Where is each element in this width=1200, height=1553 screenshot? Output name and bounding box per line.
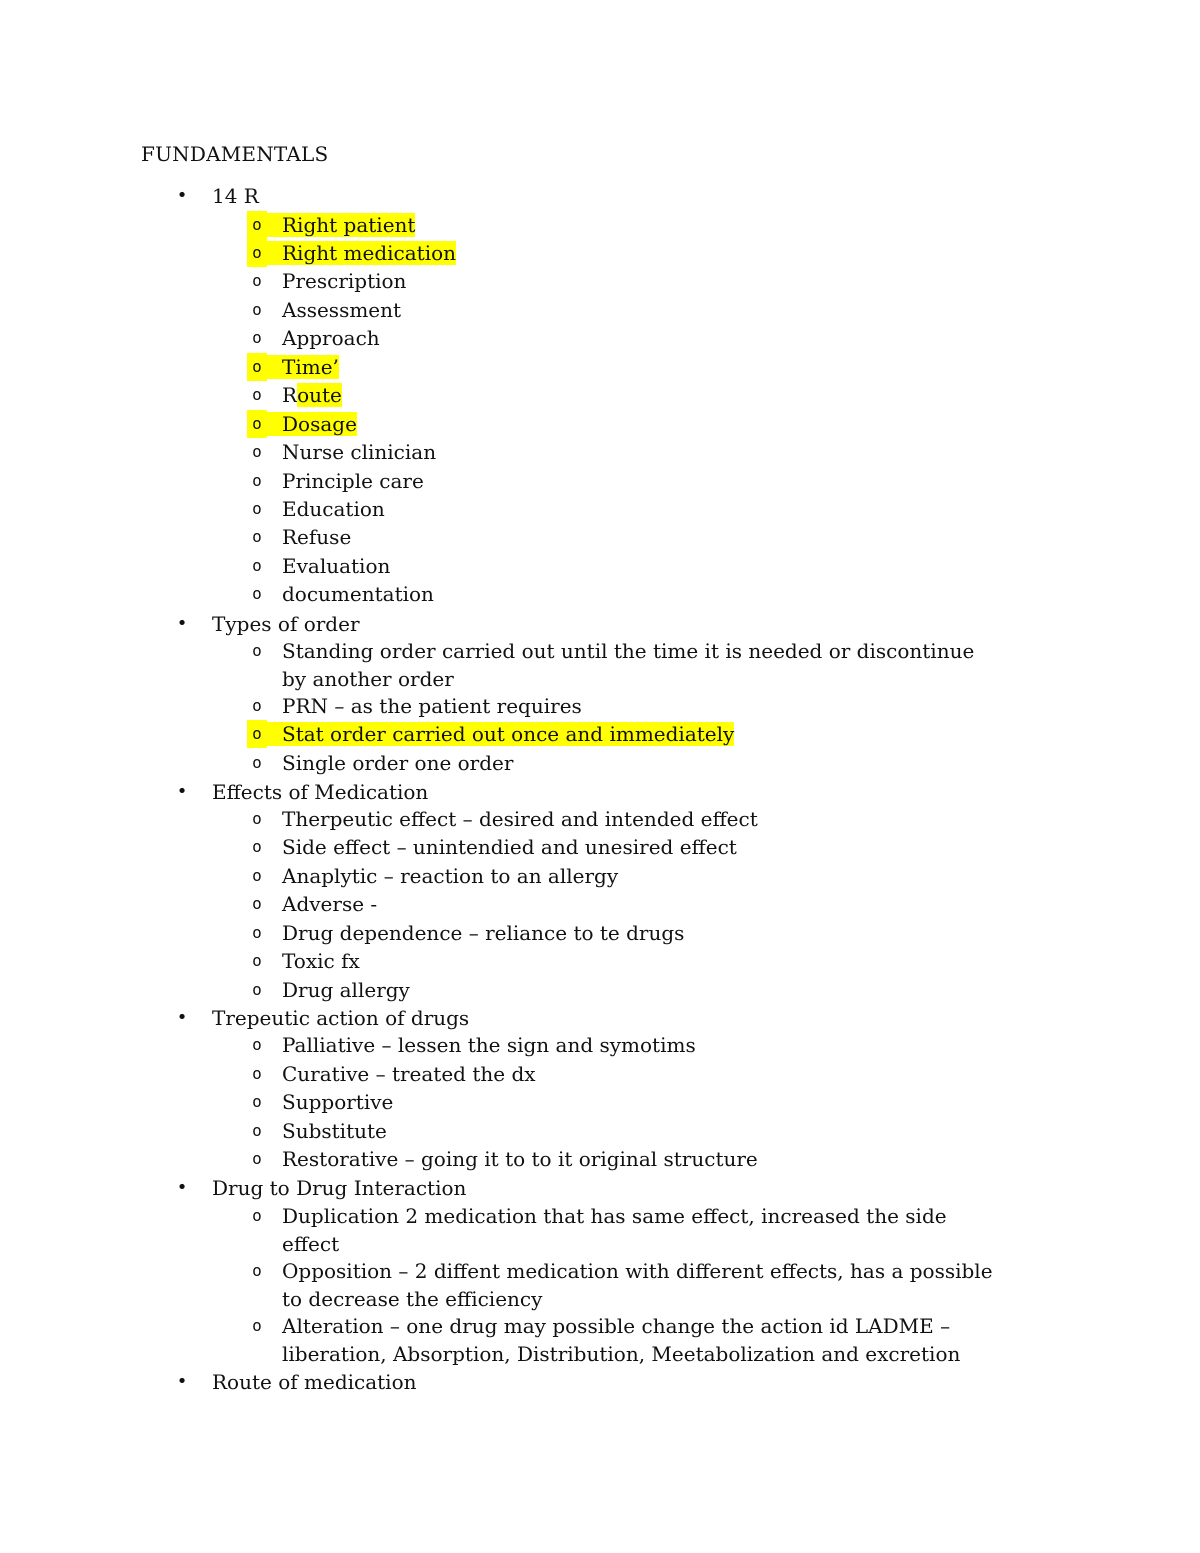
sub-bullet-icon: o — [252, 1092, 262, 1111]
sub-bullet-icon: o — [252, 837, 262, 856]
sub-bullet-icon: o — [252, 527, 262, 546]
sub-bullet-icon: o — [252, 866, 262, 885]
list-item — [252, 720, 735, 748]
section-label: Drug to Drug Interaction — [212, 1176, 467, 1200]
list-item — [252, 523, 352, 551]
list-item — [252, 296, 402, 324]
sub-bullet-icon: o — [247, 211, 267, 239]
sub-bullet-icon: o — [252, 980, 262, 999]
list-item — [252, 862, 619, 890]
list-item — [252, 1117, 387, 1145]
list-item-text: Evaluation — [282, 554, 391, 578]
list-item — [252, 324, 380, 352]
list-item-text: Stat order carried out once and immediately — [260, 722, 734, 746]
list-item-text: Standing order carried out until the time it is needed or discontinue — [282, 639, 975, 663]
section-label: Types of order — [212, 612, 360, 636]
list-item-text: Therpeutic effect – desired and intended effect — [282, 807, 758, 831]
list-item — [252, 749, 514, 777]
list-item-text: Right medication — [260, 241, 456, 265]
sub-bullet-icon: o — [252, 499, 262, 518]
list-item-text: to decrease the efficiency — [282, 1287, 543, 1311]
list-item-text: Nurse clinician — [282, 440, 437, 464]
sub-bullet-icon: o — [252, 471, 262, 490]
bullet-icon: • — [176, 613, 188, 634]
sub-bullet-icon: o — [252, 1149, 262, 1168]
sub-bullet-icon: o — [252, 1261, 262, 1280]
sub-bullet-icon: o — [252, 641, 262, 660]
bullet-icon: • — [176, 1007, 188, 1028]
list-item-text: PRN – as the patient requires — [282, 694, 582, 718]
list-item-text: Drug allergy — [282, 978, 410, 1002]
section-label: Trepeutic action of drugs — [212, 1006, 470, 1030]
sub-bullet-icon: o — [252, 951, 262, 970]
list-item — [252, 552, 391, 580]
list-item-text: liberation, Absorption, Distribution, Meetabolization and excretion — [282, 1342, 961, 1366]
sub-bullet-icon: o — [252, 696, 262, 715]
sub-bullet-icon: o — [252, 1121, 262, 1140]
list-item-text: effect — [282, 1232, 340, 1256]
list-item-text: Duplication 2 medication that has same effect, increased the side — [282, 1204, 947, 1228]
list-item-text: Adverse - — [282, 892, 378, 916]
list-item-text: Restorative – going it to to it original structure — [282, 1147, 758, 1171]
sub-bullet-icon: o — [247, 353, 267, 381]
list-item-continuation — [282, 1230, 339, 1258]
list-item-text: by another order — [282, 667, 454, 691]
list-item — [252, 692, 582, 720]
sub-bullet-icon: o — [252, 300, 262, 319]
list-item — [252, 1257, 993, 1285]
list-item — [252, 1202, 947, 1230]
section-14r — [176, 182, 259, 210]
sub-bullet-icon: o — [247, 239, 267, 267]
sub-bullet-icon: o — [247, 720, 267, 748]
section-label: 14 R — [212, 184, 259, 208]
list-item — [252, 267, 407, 295]
list-item — [252, 353, 339, 381]
list-item — [252, 239, 457, 267]
list-item-text: Approach — [282, 326, 380, 350]
list-item-text: Curative – treated the dx — [282, 1062, 536, 1086]
list-item — [252, 438, 437, 466]
list-item — [252, 805, 758, 833]
list-item — [252, 211, 416, 239]
list-item-continuation — [282, 665, 454, 693]
list-item — [252, 1312, 951, 1340]
sub-bullet-icon: o — [252, 556, 262, 575]
sub-bullet-icon: o — [247, 410, 267, 438]
section-effects-of-medication — [176, 778, 429, 806]
sub-bullet-icon: o — [252, 1206, 262, 1225]
bullet-icon: • — [176, 1371, 188, 1392]
list-item-text: Principle care — [282, 469, 424, 493]
sub-bullet-icon: o — [252, 753, 262, 772]
sub-bullet-icon: o — [252, 923, 262, 942]
list-item-text: Palliative – lessen the sign and symotims — [282, 1033, 696, 1057]
sub-bullet-icon: o — [252, 1064, 262, 1083]
sub-bullet-icon: o — [252, 328, 262, 347]
list-item-continuation — [282, 1340, 960, 1368]
list-item — [252, 381, 342, 409]
list-item-text: Opposition – 2 diffent medication with different effects, has a possible — [282, 1259, 993, 1283]
list-item-text-highlighted: oute — [297, 383, 342, 407]
list-item — [252, 1060, 536, 1088]
sub-bullet-icon: o — [252, 809, 262, 828]
list-item — [252, 890, 378, 918]
list-item — [252, 467, 424, 495]
list-item — [252, 637, 975, 665]
sub-bullet-icon: o — [252, 1316, 262, 1335]
list-item-text: Drug dependence – reliance to te drugs — [282, 921, 685, 945]
section-types-of-order — [176, 610, 360, 638]
list-item-text: Anaplytic – reaction to an allergy — [282, 864, 619, 888]
sub-bullet-icon: o — [252, 894, 262, 913]
list-item-text: Toxic fx — [282, 949, 360, 973]
list-item — [252, 1088, 394, 1116]
list-item-text: Education — [282, 497, 385, 521]
list-item-text: Substitute — [282, 1119, 387, 1143]
bullet-icon: • — [176, 1177, 188, 1198]
list-item-continuation — [282, 1285, 542, 1313]
list-item — [252, 580, 434, 608]
list-item-text: Right patient — [260, 213, 415, 237]
sub-bullet-icon: o — [252, 442, 262, 461]
section-route-of-medication — [176, 1368, 417, 1396]
section-therapeutic-action — [176, 1004, 470, 1032]
list-item-text: Alteration – one drug may possible change the action id LADME – — [282, 1314, 951, 1338]
list-item-text: Side effect – unintendied and unesired effect — [282, 835, 737, 859]
list-item-text: Refuse — [282, 525, 352, 549]
document-title: FUNDAMENTALS — [141, 142, 329, 166]
sub-bullet-icon: o — [252, 385, 262, 404]
list-item-text: Supportive — [282, 1090, 394, 1114]
list-item — [252, 1145, 758, 1173]
sub-bullet-icon: o — [252, 584, 262, 603]
section-drug-interaction — [176, 1174, 467, 1202]
bullet-icon: • — [176, 781, 188, 802]
section-label: Effects of Medication — [212, 780, 429, 804]
sub-bullet-icon: o — [252, 1035, 262, 1054]
list-item — [252, 495, 385, 523]
list-item-text: documentation — [282, 582, 434, 606]
list-item — [252, 1031, 696, 1059]
list-item-text: Prescription — [282, 269, 407, 293]
list-item — [252, 947, 360, 975]
list-item — [252, 833, 737, 861]
list-item — [252, 976, 410, 1004]
list-item-text: Time’ — [260, 355, 339, 379]
list-item — [252, 410, 357, 438]
bullet-icon: • — [176, 185, 188, 206]
section-label: Route of medication — [212, 1370, 417, 1394]
list-item — [252, 919, 685, 947]
list-item-text: R — [282, 383, 298, 407]
list-item-text: Assessment — [282, 298, 402, 322]
list-item-text: Single order one order — [282, 751, 514, 775]
list-item-text: Dosage — [260, 412, 357, 436]
sub-bullet-icon: o — [252, 271, 262, 290]
